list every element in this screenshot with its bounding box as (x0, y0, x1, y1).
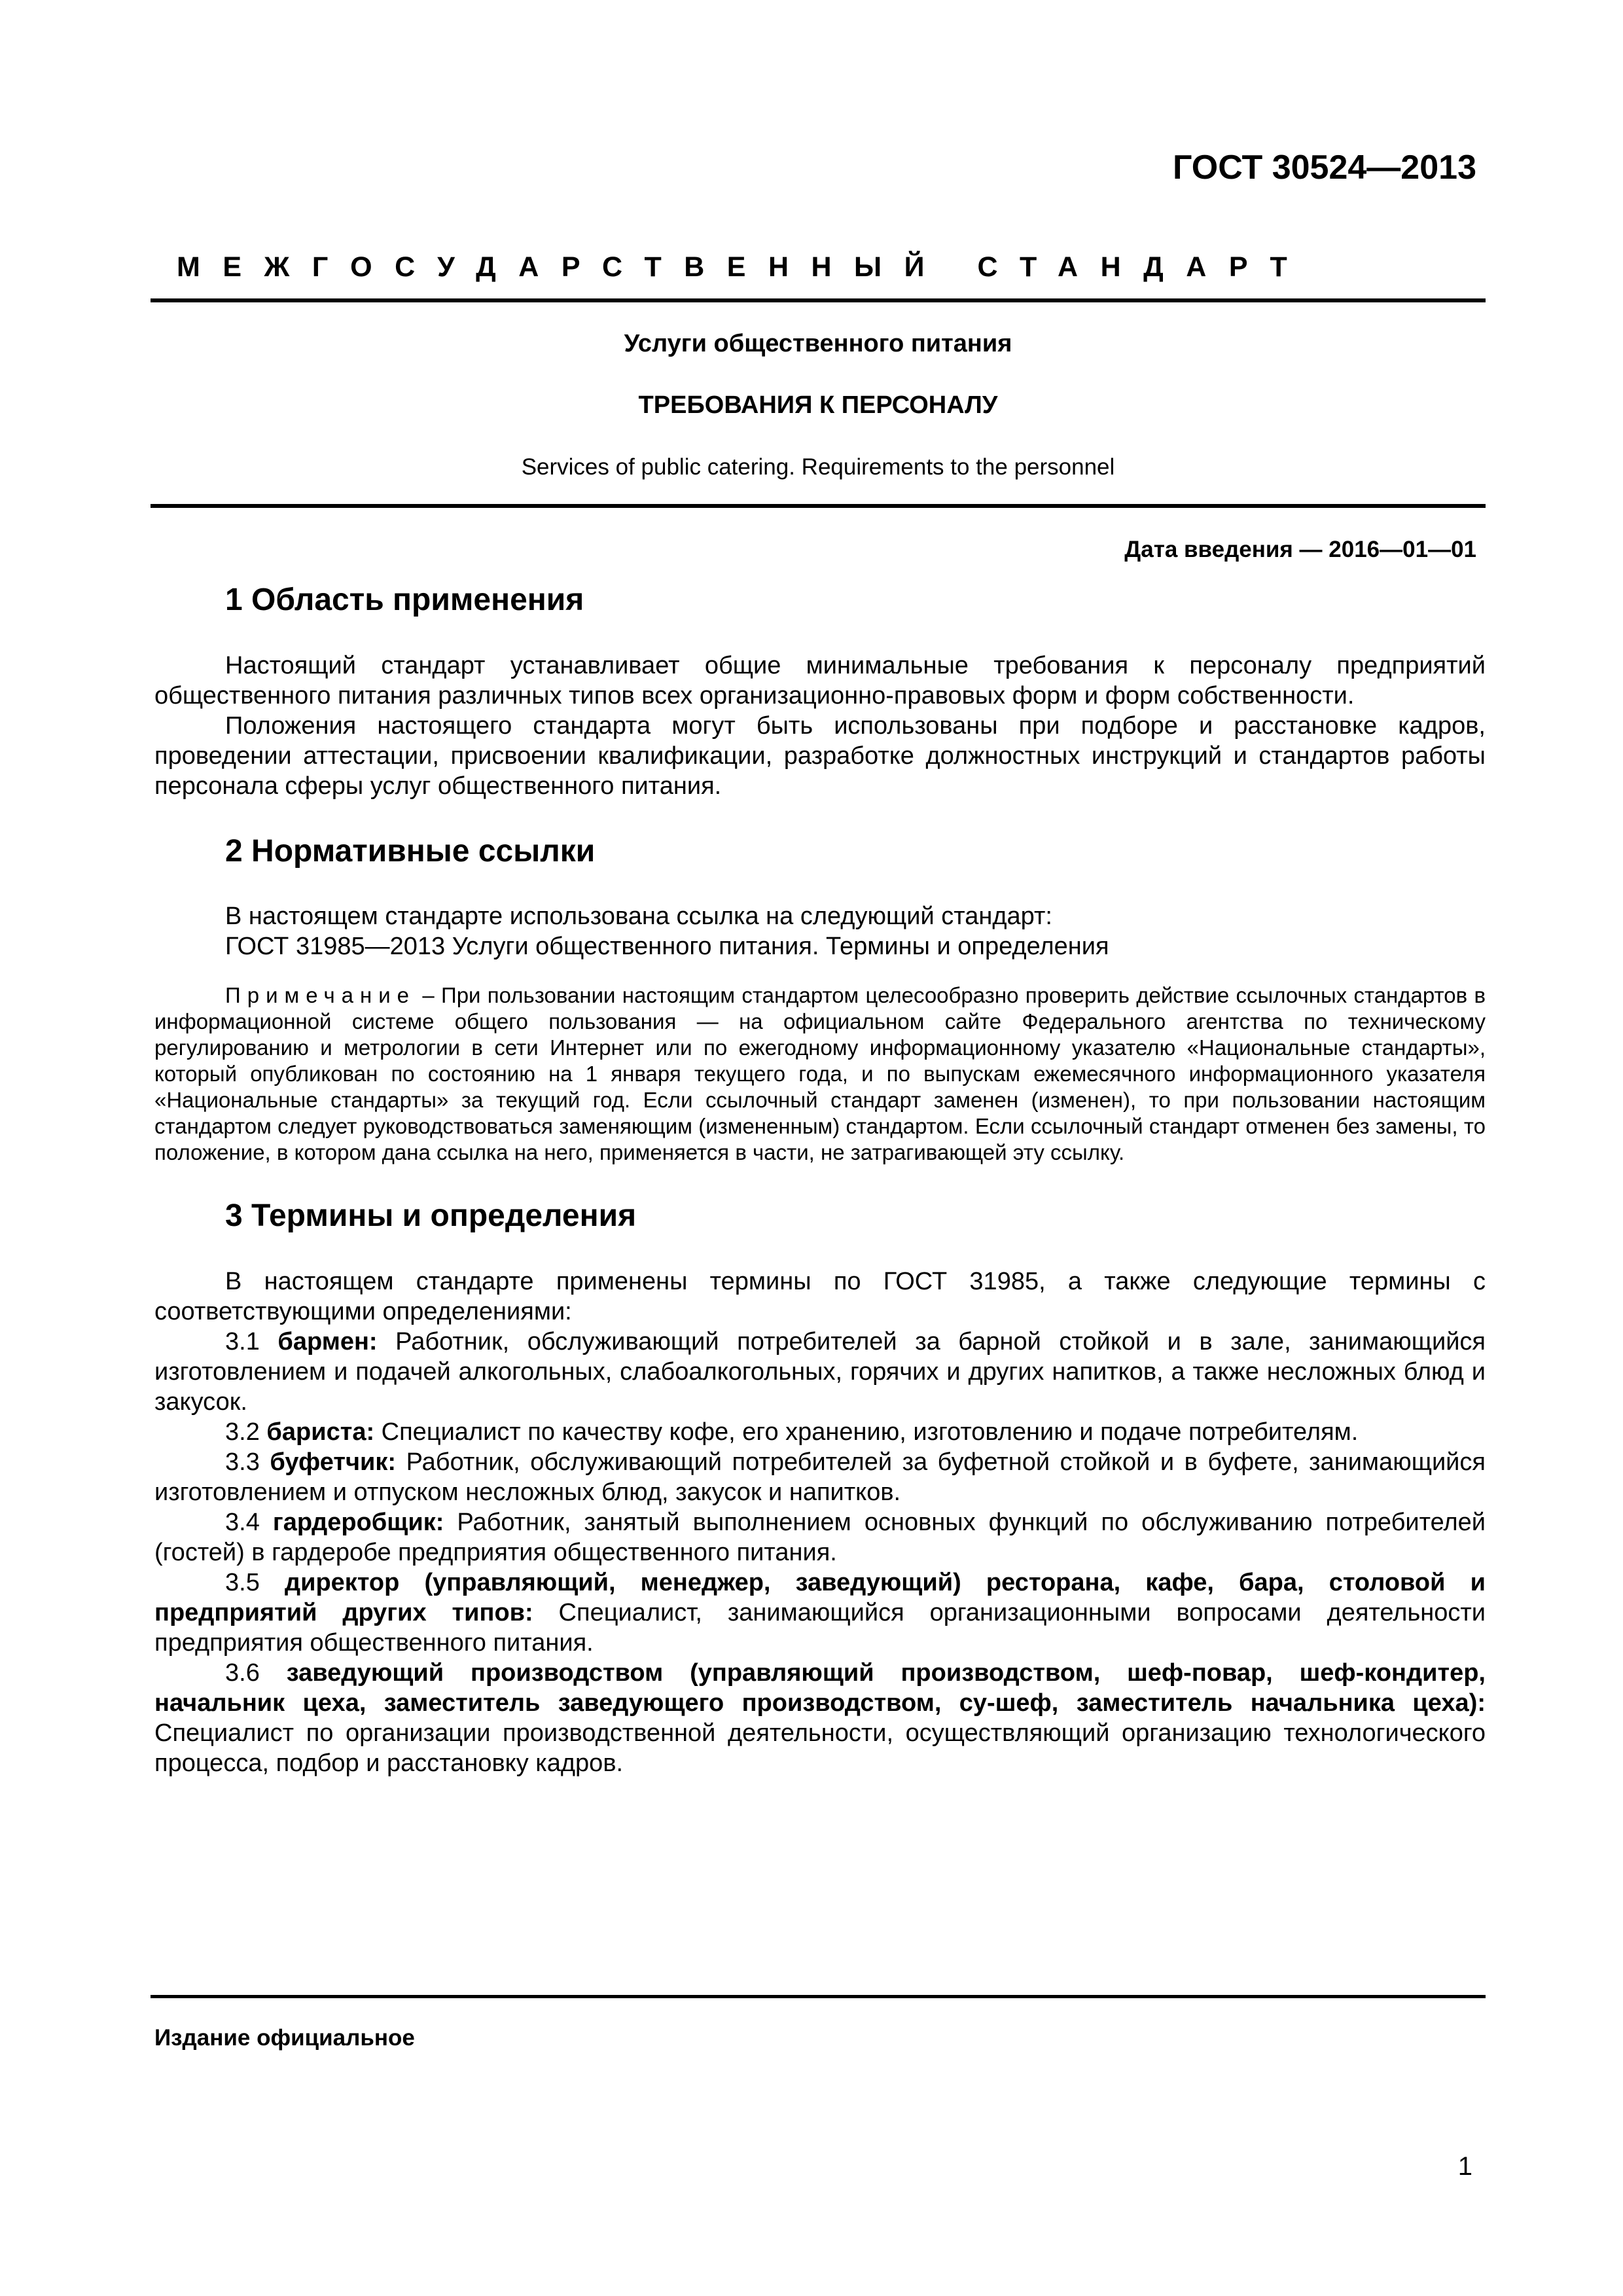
section-2-note (154, 982, 1486, 1166)
document-body (154, 581, 1486, 1778)
term-name: бариста: (266, 1418, 375, 1446)
term-name: бармен: (277, 1327, 378, 1355)
term-definition: Работник, обслуживающий потребителей за барной стойкой и в зале, занимающийся изготовлением и подачей алкогольных, слабоалкогольных, горячих и других напитков, а также несложных блюд и закусок. (154, 1327, 1486, 1416)
term-definition: Работник, занятый выполнением основных функций по обслуживанию потребителей (гостей) в гардеробе предприятия общественного питания. (154, 1508, 1486, 1566)
section-2-heading: 2 Нормативные ссылки (225, 833, 596, 869)
term-definition: Специалист, занимающийся организационными вопросами деятельности предприятия общественного питания. (154, 1598, 1486, 1657)
document-title: Услуги общественного питания (624, 330, 1012, 357)
term-3-2: 3.2 бариста: Специалист по качеству кофе, его хранению, изготовлению и подаче потребителям. (225, 1418, 1359, 1446)
note-label: Примечание (225, 983, 416, 1008)
term-3-5: 3.5 директор (управляющий, менеджер, заведующий) ресторана, кафе, бара, столовой и предприятий других типов: Специалист, занимающийся организационными вопросами деятельности предприятия общественного питания. (154, 1568, 1486, 1657)
title-rule (151, 504, 1486, 508)
section-2-paragraph-1: В настоящем стандарте использована ссылка на следующий стандарт: (225, 903, 1052, 931)
header-rule (151, 298, 1486, 302)
official-edition-label: Издание официальное (154, 2025, 415, 2051)
footer-rule (151, 1995, 1486, 1998)
introduction-date: Дата введения — 2016—01—01 (1124, 537, 1476, 562)
term-name: директор (управляющий, менеджер, заведующий) ресторана, кафе, бара, столовой и предприятий других типов: (154, 1568, 1486, 1626)
term-3-4: 3.4 гардеробщик: Работник, занятый выполнением основных функций по обслуживанию потребителей (гостей) в гардеробе предприятия общественного питания. (154, 1508, 1486, 1566)
term-3-6: 3.6 заведующий производством (управляющий производством, шеф-повар, шеф-кондитер, начальник цеха, заместитель заведующего производством, су-шеф, заместитель начальника цеха): Специалист по организации производственной деятельности, осуществляющий организацию технологического процесса, подбор и расстановку кадров. (154, 1659, 1486, 1777)
section-1-paragraph-2: Положения настоящего стандарта могут быть использованы при подборе и расстановке кадров, проведении аттестации, присвоении квалификации, разработке должностных инструкций и стандартов работы персонала сферы услуг общественного питания. (154, 711, 1486, 800)
term-name: буфетчик: (270, 1448, 397, 1476)
section-3-heading: 3 Термины и определения (225, 1198, 637, 1234)
section-2-reference: ГОСТ 31985—2013 Услуги общественного питания. Термины и определения (225, 933, 1109, 961)
english-title: Services of public catering. Requirements to the personnel (521, 454, 1115, 480)
term-definition: Специалист по организации производственной деятельности, осуществляющий организацию технологического процесса, подбор и расстановку кадров. (154, 1719, 1486, 1777)
term-definition: Работник, обслуживающий потребителей за буфетной стойкой и в буфете, занимающийся изготовлением и отпуском несложных блюд, закусок и напитков. (154, 1448, 1486, 1506)
term-definition: Специалист по качеству кофе, его хранению, изготовлению и подаче потребителям. (374, 1418, 1359, 1446)
section-3-intro: В настоящем стандарте применены термины по ГОСТ 31985, а также следующие термины с соответствующими определениями: (154, 1267, 1486, 1325)
term-3-3: 3.3 буфетчик: Работник, обслуживающий потребителей за буфетной стойкой и в буфете, занимающийся изготовлением и отпуском несложных блюд, закусок и напитков. (154, 1448, 1486, 1506)
page-number: 1 (1457, 2152, 1472, 2181)
standard-code: ГОСТ 30524—2013 (1173, 149, 1476, 187)
section-1-paragraph-1: Настоящий стандарт устанавливает общие минимальные требования к персоналу предприятий общественного питания различных типов всех организационно-правовых форм и форм собственности. (154, 651, 1486, 709)
term-3-1: 3.1 бармен: Работник, обслуживающий потребителей за барной стойкой и в зале, занимающийся изготовлением и подачей алкогольных, слабоалкогольных, горячих и других напитков, а также несложных блюд и закусок. (154, 1327, 1486, 1416)
term-name: заведующий производством (управляющий производством, шеф-повар, шеф-кондитер, начальник цеха, заместитель заведующего производством, су-шеф, заместитель начальника цеха): (154, 1659, 1486, 1717)
document-subtitle: ТРЕБОВАНИЯ К ПЕРСОНАЛУ (638, 391, 998, 419)
interstate-standard-label: МЕЖГОСУДАРСТВЕННЫЙ СТАНДАРТ (177, 251, 1310, 283)
term-name: гардеробщик: (272, 1508, 444, 1536)
note-text: – При пользовании настоящим стандартом целесообразно проверить действие ссылочных стандартов в информационной системе общего пользования — на официальном сайте Федерального агентства по техническому регулированию и метрологии в сети Интернет или по ежегодному информационному указателю «Национальные стандарты», который опубликован по состоянию на 1 января текущего года, и по выпускам ежемесячного информационного указателя «Национальные стандарты» за текущий год. Если ссылочный стандарт заменен (изменен), то при пользовании настоящим стандартом следует руководствоваться заменяющим (измененным) стандартом. Если ссылочный стандарт отменен без замены, то положение, в котором дана ссылка на него, применяется в части, не затрагивающей эту ссылку. (154, 983, 1486, 1165)
section-1-heading: 1 Область применения (225, 583, 584, 617)
